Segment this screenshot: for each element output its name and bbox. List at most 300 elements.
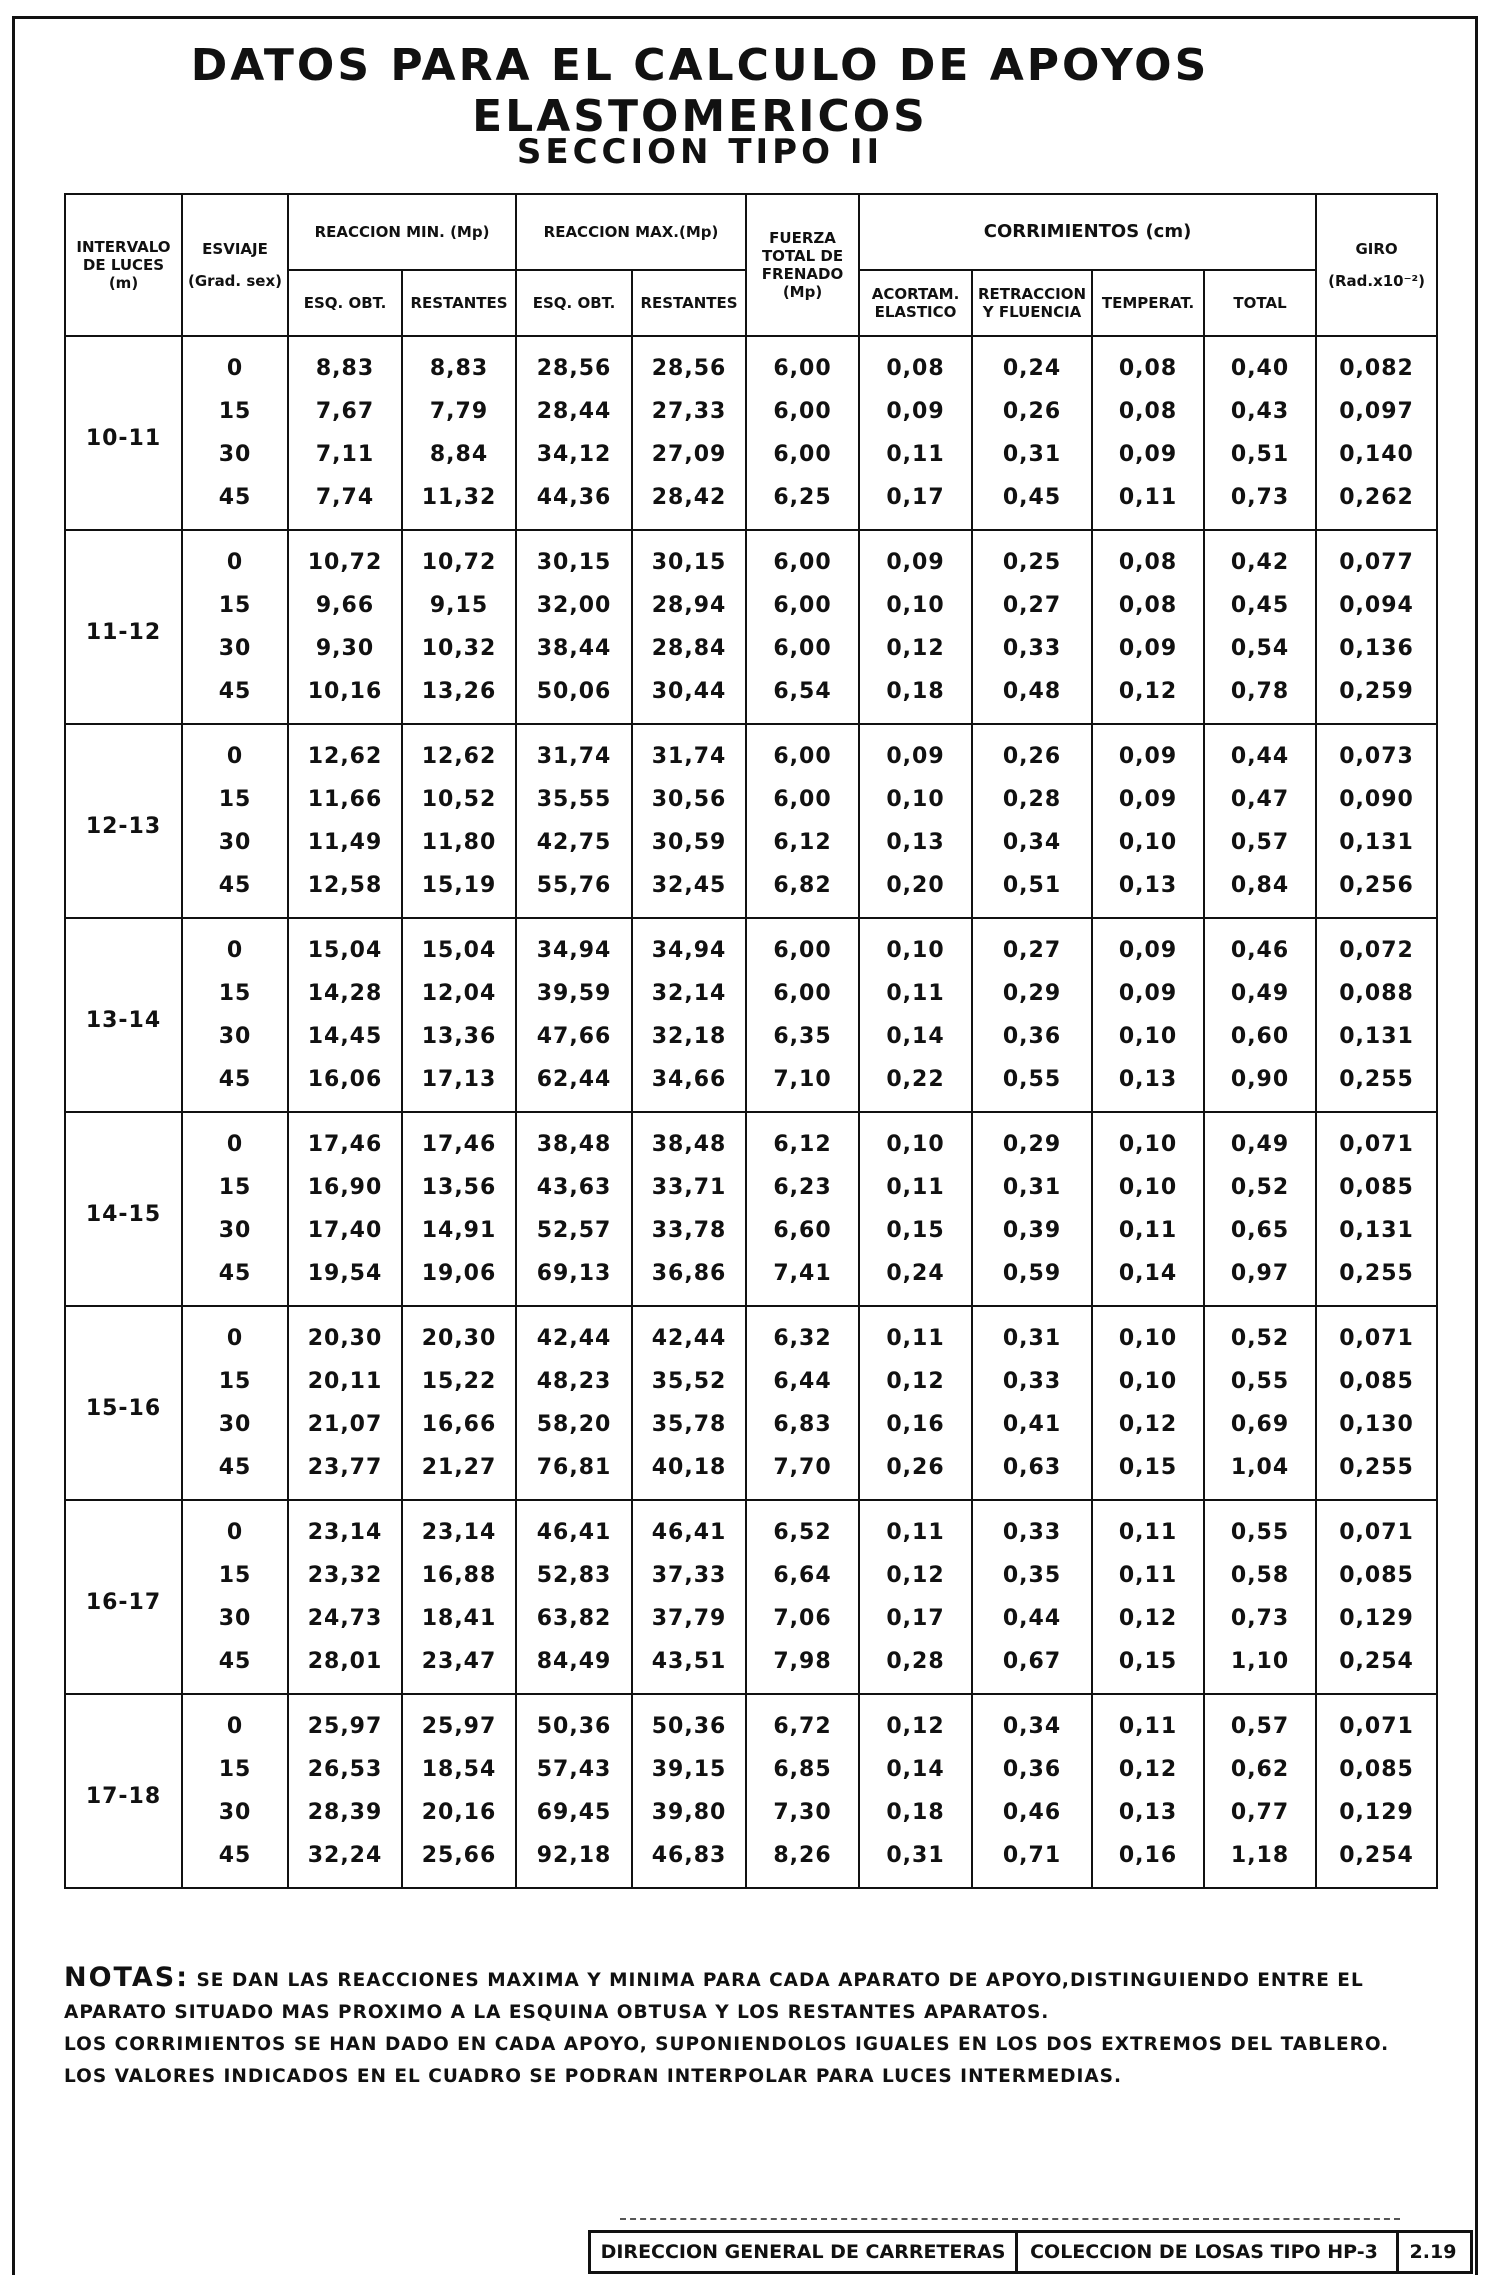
cell-temperatura: 0,12 [1092, 670, 1204, 724]
header-giro [1316, 194, 1437, 336]
notes-line-1 [64, 1962, 1444, 1997]
cell-min-restantes: 10,32 [402, 627, 516, 670]
cell-retraccion: 0,67 [972, 1640, 1092, 1694]
cell-esviaje: 0 [182, 1694, 288, 1748]
cell-fuerza-frenado: 7,98 [746, 1640, 859, 1694]
header-max-restantes: RESTANTES [632, 270, 746, 336]
cell-acortamiento: 0,09 [859, 724, 972, 778]
cell-max-restantes: 31,74 [632, 724, 746, 778]
cell-total: 0,97 [1204, 1252, 1316, 1306]
cell-total: 0,52 [1204, 1166, 1316, 1209]
cell-max-restantes: 28,42 [632, 476, 746, 530]
cell-retraccion: 0,33 [972, 1360, 1092, 1403]
cell-retraccion: 0,29 [972, 1112, 1092, 1166]
cell-acortamiento: 0,17 [859, 476, 972, 530]
table-row [65, 1360, 1437, 1403]
cell-total: 0,73 [1204, 476, 1316, 530]
cell-intervalo: 11-12 [65, 530, 182, 724]
notes-line-3: LOS CORRIMIENTOS SE HAN DADO EN CADA APOYO, SUPONIENDOLOS IGUALES EN LOS DOS EXTREMOS DEL TABLERO. [64, 2034, 1390, 2055]
cell-max-esq-obt: 38,44 [516, 627, 632, 670]
cell-acortamiento: 0,12 [859, 1694, 972, 1748]
cell-min-restantes: 25,66 [402, 1834, 516, 1888]
cell-esviaje: 30 [182, 821, 288, 864]
cell-retraccion: 0,45 [972, 476, 1092, 530]
cell-max-esq-obt: 63,82 [516, 1597, 632, 1640]
cell-temperatura: 0,10 [1092, 1166, 1204, 1209]
cell-retraccion: 0,34 [972, 821, 1092, 864]
cell-total: 0,57 [1204, 1694, 1316, 1748]
cell-max-esq-obt: 84,49 [516, 1640, 632, 1694]
cell-total: 1,04 [1204, 1446, 1316, 1500]
table-row [65, 1112, 1437, 1166]
cell-fuerza-frenado: 6,54 [746, 670, 859, 724]
table-row [65, 1554, 1437, 1597]
cell-esviaje: 45 [182, 1834, 288, 1888]
cell-acortamiento: 0,12 [859, 1554, 972, 1597]
notes-text-1: SE DAN LAS REACCIONES MAXIMA Y MINIMA PARA CADA APARATO DE APOYO,DISTINGUIENDO ENTRE EL [196, 1970, 1364, 1991]
cell-retraccion: 0,27 [972, 584, 1092, 627]
cell-max-esq-obt: 42,75 [516, 821, 632, 864]
cell-max-restantes: 35,52 [632, 1360, 746, 1403]
cell-min-restantes: 10,52 [402, 778, 516, 821]
table-row [65, 390, 1437, 433]
cell-min-esq-obt: 12,62 [288, 724, 402, 778]
cell-acortamiento: 0,12 [859, 1360, 972, 1403]
cell-retraccion: 0,29 [972, 972, 1092, 1015]
cell-retraccion: 0,36 [972, 1015, 1092, 1058]
cell-acortamiento: 0,26 [859, 1446, 972, 1500]
cell-temperatura: 0,10 [1092, 1360, 1204, 1403]
cell-min-esq-obt: 26,53 [288, 1748, 402, 1791]
cell-acortamiento: 0,10 [859, 1112, 972, 1166]
cell-temperatura: 0,12 [1092, 1403, 1204, 1446]
cell-max-restantes: 28,94 [632, 584, 746, 627]
cell-fuerza-frenado: 6,00 [746, 336, 859, 390]
table-row [65, 1640, 1437, 1694]
cell-retraccion: 0,71 [972, 1834, 1092, 1888]
cell-acortamiento: 0,14 [859, 1015, 972, 1058]
cell-giro: 0,254 [1316, 1640, 1437, 1694]
cell-giro: 0,071 [1316, 1112, 1437, 1166]
table-row [65, 972, 1437, 1015]
cell-retraccion: 0,27 [972, 918, 1092, 972]
footer-dashed-line [620, 2218, 1400, 2220]
cell-temperatura: 0,09 [1092, 433, 1204, 476]
cell-temperatura: 0,08 [1092, 584, 1204, 627]
cell-min-restantes: 8,84 [402, 433, 516, 476]
cell-max-restantes: 33,78 [632, 1209, 746, 1252]
cell-temperatura: 0,16 [1092, 1834, 1204, 1888]
cell-min-esq-obt: 9,30 [288, 627, 402, 670]
cell-esviaje: 0 [182, 1112, 288, 1166]
cell-min-restantes: 20,30 [402, 1306, 516, 1360]
cell-fuerza-frenado: 6,00 [746, 390, 859, 433]
cell-temperatura: 0,12 [1092, 1597, 1204, 1640]
cell-temperatura: 0,08 [1092, 530, 1204, 584]
cell-giro: 0,082 [1316, 336, 1437, 390]
cell-min-restantes: 20,16 [402, 1791, 516, 1834]
header-reaccion-max: REACCION MAX.(Mp) [516, 194, 746, 270]
cell-intervalo: 16-17 [65, 1500, 182, 1694]
cell-fuerza-frenado: 6,23 [746, 1166, 859, 1209]
cell-total: 0,58 [1204, 1554, 1316, 1597]
cell-min-restantes: 15,04 [402, 918, 516, 972]
cell-esviaje: 30 [182, 1403, 288, 1446]
cell-min-esq-obt: 28,39 [288, 1791, 402, 1834]
cell-min-esq-obt: 19,54 [288, 1252, 402, 1306]
cell-min-restantes: 23,47 [402, 1640, 516, 1694]
cell-retraccion: 0,44 [972, 1597, 1092, 1640]
cell-giro: 0,262 [1316, 476, 1437, 530]
cell-fuerza-frenado: 7,30 [746, 1791, 859, 1834]
table-row [65, 1403, 1437, 1446]
cell-acortamiento: 0,18 [859, 1791, 972, 1834]
cell-giro: 0,090 [1316, 778, 1437, 821]
cell-min-restantes: 15,22 [402, 1360, 516, 1403]
cell-max-restantes: 30,15 [632, 530, 746, 584]
cell-giro: 0,077 [1316, 530, 1437, 584]
cell-min-esq-obt: 20,11 [288, 1360, 402, 1403]
cell-total: 0,51 [1204, 433, 1316, 476]
cell-acortamiento: 0,11 [859, 1306, 972, 1360]
table-row [65, 1500, 1437, 1554]
cell-acortamiento: 0,10 [859, 584, 972, 627]
cell-min-esq-obt: 7,67 [288, 390, 402, 433]
cell-esviaje: 15 [182, 1748, 288, 1791]
cell-min-esq-obt: 17,40 [288, 1209, 402, 1252]
cell-giro: 0,094 [1316, 584, 1437, 627]
cell-temperatura: 0,13 [1092, 864, 1204, 918]
cell-max-esq-obt: 39,59 [516, 972, 632, 1015]
bearing-data-table [64, 193, 1438, 1889]
cell-esviaje: 30 [182, 1015, 288, 1058]
table-row [65, 530, 1437, 584]
cell-esviaje: 15 [182, 778, 288, 821]
cell-temperatura: 0,10 [1092, 1015, 1204, 1058]
table-row [65, 670, 1437, 724]
cell-max-esq-obt: 28,44 [516, 390, 632, 433]
cell-fuerza-frenado: 6,12 [746, 1112, 859, 1166]
cell-fuerza-frenado: 6,00 [746, 724, 859, 778]
cell-esviaje: 15 [182, 390, 288, 433]
table-row [65, 1834, 1437, 1888]
cell-total: 0,43 [1204, 390, 1316, 433]
table-row [65, 1597, 1437, 1640]
cell-min-esq-obt: 20,30 [288, 1306, 402, 1360]
cell-total: 0,46 [1204, 918, 1316, 972]
cell-max-restantes: 36,86 [632, 1252, 746, 1306]
cell-acortamiento: 0,11 [859, 972, 972, 1015]
cell-acortamiento: 0,11 [859, 1500, 972, 1554]
cell-fuerza-frenado: 6,12 [746, 821, 859, 864]
cell-esviaje: 15 [182, 1554, 288, 1597]
cell-total: 1,18 [1204, 1834, 1316, 1888]
cell-esviaje: 15 [182, 584, 288, 627]
cell-temperatura: 0,10 [1092, 1112, 1204, 1166]
cell-fuerza-frenado: 6,00 [746, 778, 859, 821]
cell-retraccion: 0,26 [972, 390, 1092, 433]
cell-total: 1,10 [1204, 1640, 1316, 1694]
cell-min-restantes: 21,27 [402, 1446, 516, 1500]
cell-min-esq-obt: 10,16 [288, 670, 402, 724]
table-row [65, 724, 1437, 778]
table-row [65, 1058, 1437, 1112]
cell-temperatura: 0,10 [1092, 1306, 1204, 1360]
cell-max-restantes: 50,36 [632, 1694, 746, 1748]
cell-min-restantes: 15,19 [402, 864, 516, 918]
cell-acortamiento: 0,09 [859, 390, 972, 433]
cell-max-restantes: 30,56 [632, 778, 746, 821]
cell-total: 0,44 [1204, 724, 1316, 778]
table-row [65, 821, 1437, 864]
table-row [65, 1694, 1437, 1748]
table-row [65, 1015, 1437, 1058]
header-intervalo: INTERVALO DE LUCES (m) [65, 194, 182, 336]
cell-fuerza-frenado: 7,06 [746, 1597, 859, 1640]
cell-intervalo: 13-14 [65, 918, 182, 1112]
cell-acortamiento: 0,22 [859, 1058, 972, 1112]
cell-min-esq-obt: 28,01 [288, 1640, 402, 1694]
cell-temperatura: 0,11 [1092, 476, 1204, 530]
cell-esviaje: 30 [182, 1209, 288, 1252]
cell-esviaje: 0 [182, 530, 288, 584]
cell-max-esq-obt: 31,74 [516, 724, 632, 778]
cell-min-restantes: 14,91 [402, 1209, 516, 1252]
header-retraccion: RETRACCION Y FLUENCIA [972, 270, 1092, 336]
header-fuerza-frenado: FUERZA TOTAL DE FRENADO (Mp) [746, 194, 859, 336]
cell-min-esq-obt: 14,45 [288, 1015, 402, 1058]
cell-temperatura: 0,11 [1092, 1209, 1204, 1252]
header-max-esq-obt: ESQ. OBT. [516, 270, 632, 336]
cell-fuerza-frenado: 7,70 [746, 1446, 859, 1500]
cell-temperatura: 0,10 [1092, 821, 1204, 864]
cell-total: 0,62 [1204, 1748, 1316, 1791]
cell-total: 0,65 [1204, 1209, 1316, 1252]
cell-giro: 0,131 [1316, 821, 1437, 864]
cell-retraccion: 0,26 [972, 724, 1092, 778]
cell-max-restantes: 27,09 [632, 433, 746, 476]
cell-retraccion: 0,51 [972, 864, 1092, 918]
header-acortamiento: ACORTAM. ELASTICO [859, 270, 972, 336]
cell-giro: 0,254 [1316, 1834, 1437, 1888]
cell-giro: 0,256 [1316, 864, 1437, 918]
cell-giro: 0,073 [1316, 724, 1437, 778]
table-row [65, 918, 1437, 972]
cell-temperatura: 0,09 [1092, 918, 1204, 972]
cell-max-esq-obt: 43,63 [516, 1166, 632, 1209]
cell-total: 0,55 [1204, 1500, 1316, 1554]
cell-retraccion: 0,41 [972, 1403, 1092, 1446]
cell-acortamiento: 0,10 [859, 918, 972, 972]
table-row [65, 1306, 1437, 1360]
cell-retraccion: 0,46 [972, 1791, 1092, 1834]
table-row [65, 1791, 1437, 1834]
cell-total: 0,40 [1204, 336, 1316, 390]
cell-temperatura: 0,13 [1092, 1791, 1204, 1834]
cell-giro: 0,085 [1316, 1360, 1437, 1403]
cell-esviaje: 0 [182, 1500, 288, 1554]
cell-temperatura: 0,11 [1092, 1500, 1204, 1554]
cell-fuerza-frenado: 6,82 [746, 864, 859, 918]
cell-max-restantes: 32,45 [632, 864, 746, 918]
cell-intervalo: 15-16 [65, 1306, 182, 1500]
cell-giro: 0,129 [1316, 1597, 1437, 1640]
cell-acortamiento: 0,08 [859, 336, 972, 390]
cell-retraccion: 0,31 [972, 433, 1092, 476]
cell-max-esq-obt: 69,13 [516, 1252, 632, 1306]
header-min-esq-obt: ESQ. OBT. [288, 270, 402, 336]
cell-max-esq-obt: 47,66 [516, 1015, 632, 1058]
cell-acortamiento: 0,31 [859, 1834, 972, 1888]
cell-temperatura: 0,15 [1092, 1640, 1204, 1694]
header-esviaje [182, 194, 288, 336]
notes-label: NOTAS: [64, 1962, 190, 1993]
cell-max-restantes: 46,83 [632, 1834, 746, 1888]
cell-max-esq-obt: 34,12 [516, 433, 632, 476]
cell-intervalo: 14-15 [65, 1112, 182, 1306]
cell-giro: 0,088 [1316, 972, 1437, 1015]
cell-min-restantes: 17,46 [402, 1112, 516, 1166]
cell-min-esq-obt: 17,46 [288, 1112, 402, 1166]
cell-max-esq-obt: 38,48 [516, 1112, 632, 1166]
cell-esviaje: 0 [182, 1306, 288, 1360]
cell-min-esq-obt: 15,04 [288, 918, 402, 972]
cell-total: 0,47 [1204, 778, 1316, 821]
cell-retraccion: 0,59 [972, 1252, 1092, 1306]
cell-max-esq-obt: 32,00 [516, 584, 632, 627]
cell-min-restantes: 10,72 [402, 530, 516, 584]
cell-esviaje: 30 [182, 433, 288, 476]
table-row [65, 336, 1437, 390]
cell-retraccion: 0,39 [972, 1209, 1092, 1252]
cell-total: 0,55 [1204, 1360, 1316, 1403]
cell-intervalo: 17-18 [65, 1694, 182, 1888]
cell-acortamiento: 0,12 [859, 627, 972, 670]
cell-temperatura: 0,11 [1092, 1554, 1204, 1597]
cell-min-esq-obt: 23,32 [288, 1554, 402, 1597]
cell-min-restantes: 13,56 [402, 1166, 516, 1209]
cell-esviaje: 45 [182, 670, 288, 724]
cell-giro: 0,131 [1316, 1209, 1437, 1252]
cell-temperatura: 0,12 [1092, 1748, 1204, 1791]
table-row [65, 1446, 1437, 1500]
cell-total: 0,42 [1204, 530, 1316, 584]
section-subtitle: SECCION TIPO II [516, 132, 884, 172]
cell-temperatura: 0,09 [1092, 724, 1204, 778]
cell-max-esq-obt: 35,55 [516, 778, 632, 821]
cell-max-restantes: 34,94 [632, 918, 746, 972]
cell-acortamiento: 0,24 [859, 1252, 972, 1306]
cell-giro: 0,129 [1316, 1791, 1437, 1834]
cell-max-restantes: 30,44 [632, 670, 746, 724]
cell-fuerza-frenado: 6,00 [746, 972, 859, 1015]
cell-giro: 0,071 [1316, 1694, 1437, 1748]
cell-acortamiento: 0,10 [859, 778, 972, 821]
cell-min-esq-obt: 24,73 [288, 1597, 402, 1640]
cell-temperatura: 0,09 [1092, 778, 1204, 821]
cell-retraccion: 0,55 [972, 1058, 1092, 1112]
table-row [65, 1166, 1437, 1209]
cell-giro: 0,085 [1316, 1166, 1437, 1209]
cell-esviaje: 15 [182, 1166, 288, 1209]
cell-acortamiento: 0,15 [859, 1209, 972, 1252]
cell-retraccion: 0,48 [972, 670, 1092, 724]
cell-min-restantes: 18,41 [402, 1597, 516, 1640]
cell-max-restantes: 28,56 [632, 336, 746, 390]
table-row [65, 476, 1437, 530]
cell-esviaje: 0 [182, 918, 288, 972]
cell-giro: 0,071 [1316, 1306, 1437, 1360]
cell-max-esq-obt: 50,06 [516, 670, 632, 724]
cell-max-esq-obt: 30,15 [516, 530, 632, 584]
footer-coleccion: COLECCION DE LOSAS TIPO HP-3 [1012, 2230, 1399, 2274]
cell-intervalo: 12-13 [65, 724, 182, 918]
header-temperatura: TEMPERAT. [1092, 270, 1204, 336]
cell-total: 0,78 [1204, 670, 1316, 724]
cell-min-restantes: 25,97 [402, 1694, 516, 1748]
cell-fuerza-frenado: 6,00 [746, 433, 859, 476]
cell-min-esq-obt: 11,49 [288, 821, 402, 864]
cell-intervalo: 10-11 [65, 336, 182, 530]
cell-fuerza-frenado: 6,64 [746, 1554, 859, 1597]
cell-min-esq-obt: 8,83 [288, 336, 402, 390]
cell-max-restantes: 38,48 [632, 1112, 746, 1166]
cell-min-esq-obt: 11,66 [288, 778, 402, 821]
cell-giro: 0,130 [1316, 1403, 1437, 1446]
cell-esviaje: 45 [182, 1252, 288, 1306]
cell-retraccion: 0,36 [972, 1748, 1092, 1791]
cell-max-restantes: 32,14 [632, 972, 746, 1015]
cell-min-restantes: 11,80 [402, 821, 516, 864]
cell-total: 0,52 [1204, 1306, 1316, 1360]
cell-fuerza-frenado: 6,60 [746, 1209, 859, 1252]
cell-min-restantes: 16,88 [402, 1554, 516, 1597]
cell-giro: 0,255 [1316, 1446, 1437, 1500]
cell-max-esq-obt: 69,45 [516, 1791, 632, 1834]
cell-acortamiento: 0,17 [859, 1597, 972, 1640]
cell-fuerza-frenado: 6,83 [746, 1403, 859, 1446]
cell-min-restantes: 9,15 [402, 584, 516, 627]
cell-giro: 0,259 [1316, 670, 1437, 724]
cell-min-restantes: 19,06 [402, 1252, 516, 1306]
cell-fuerza-frenado: 7,10 [746, 1058, 859, 1112]
cell-temperatura: 0,09 [1092, 627, 1204, 670]
cell-esviaje: 45 [182, 476, 288, 530]
cell-acortamiento: 0,20 [859, 864, 972, 918]
cell-max-esq-obt: 55,76 [516, 864, 632, 918]
header-giro-label: GIRO [1355, 240, 1398, 258]
header-giro-unit: (Rad.x10⁻²) [1328, 272, 1425, 290]
table-row [65, 433, 1437, 476]
cell-temperatura: 0,11 [1092, 1694, 1204, 1748]
cell-min-restantes: 8,83 [402, 336, 516, 390]
cell-max-restantes: 46,41 [632, 1500, 746, 1554]
table-row [65, 1748, 1437, 1791]
cell-max-restantes: 28,84 [632, 627, 746, 670]
page-title: DATOS PARA EL CALCULO DE APOYOS ELASTOMERICOS [190, 40, 1210, 142]
cell-min-restantes: 16,66 [402, 1403, 516, 1446]
cell-fuerza-frenado: 6,00 [746, 584, 859, 627]
cell-min-restantes: 13,36 [402, 1015, 516, 1058]
cell-min-esq-obt: 32,24 [288, 1834, 402, 1888]
cell-esviaje: 0 [182, 336, 288, 390]
table-row [65, 1209, 1437, 1252]
cell-min-esq-obt: 12,58 [288, 864, 402, 918]
cell-fuerza-frenado: 6,25 [746, 476, 859, 530]
cell-giro: 0,085 [1316, 1748, 1437, 1791]
cell-retraccion: 0,28 [972, 778, 1092, 821]
cell-esviaje: 30 [182, 1597, 288, 1640]
